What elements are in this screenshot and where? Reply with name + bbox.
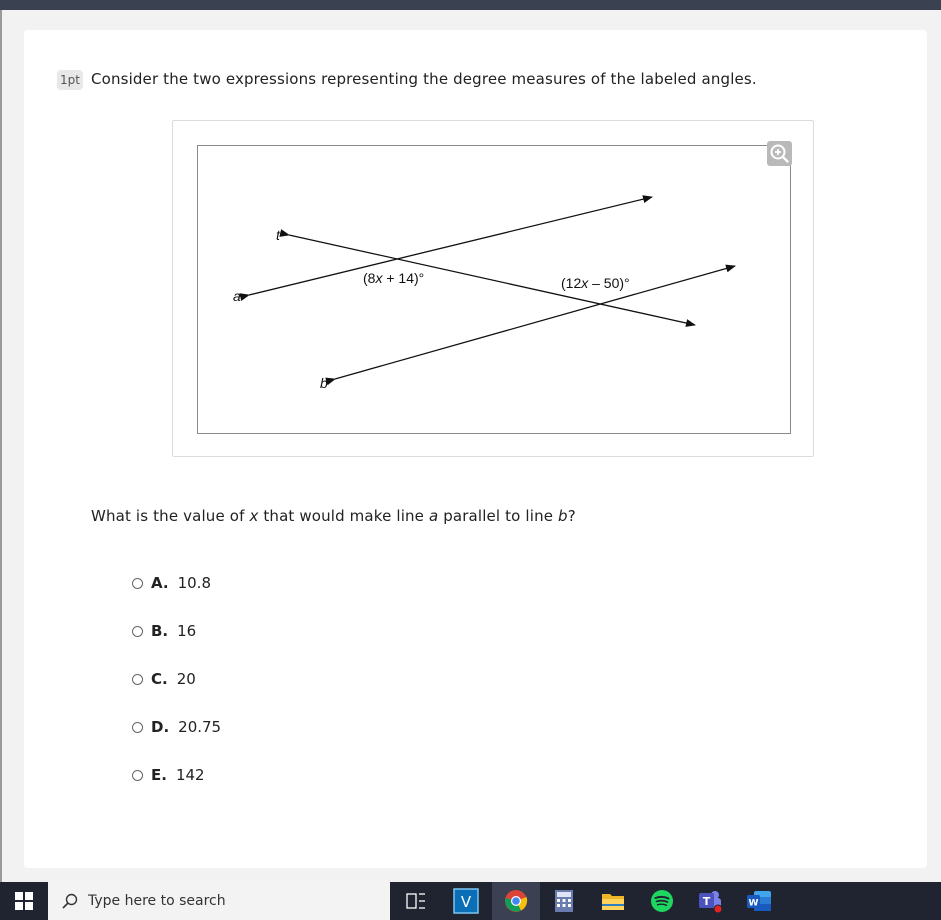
choice-e[interactable] [132,763,205,787]
choice-letter: B. [151,622,169,640]
choice-c[interactable] [132,667,196,691]
chrome-icon[interactable] [492,882,540,920]
question-card [24,30,927,868]
search-placeholder: Type here to search [88,893,226,909]
windows-start-icon[interactable] [0,882,48,920]
choice-b[interactable] [132,619,196,643]
word-icon[interactable] [735,882,783,920]
points-badge: 1pt [57,70,83,90]
radio-button[interactable] [132,578,143,589]
choice-letter: A. [151,574,169,592]
calculator-icon[interactable] [540,882,588,920]
spotify-icon[interactable] [638,882,686,920]
radio-button[interactable] [132,770,143,781]
task-view-icon[interactable] [392,882,440,920]
question-prompt: Consider the two expressions representing the degree measures of the labeled angles. [91,70,757,88]
label-a: a [233,288,241,304]
label-t: t [276,227,280,243]
teams-icon[interactable] [686,882,734,920]
radio-button[interactable] [132,674,143,685]
window-left-edge [0,10,2,882]
choice-letter: E. [151,766,167,784]
choice-value: 10.8 [177,574,211,592]
choice-value: 20 [176,670,196,688]
file-explorer-icon[interactable] [589,882,637,920]
question-text: What is the value of x that would make line a parallel to line b? [91,507,576,525]
figure-border [198,146,791,434]
window-top-bar [0,0,941,10]
svg-text:V: V [460,893,472,911]
choice-value: 142 [175,766,205,784]
choice-value: 16 [177,622,197,640]
search-icon [62,893,78,909]
svg-text:W: W [748,898,759,909]
choice-value: 20.75 [178,718,222,736]
radio-button[interactable] [132,722,143,733]
taskbar-search-box[interactable] [48,882,390,920]
angle-label-1: (8x + 14)° [363,270,425,286]
angle-label-2: (12x – 50)° [561,275,630,291]
choice-letter: D. [151,718,170,736]
figure-container [172,120,814,457]
taskbar [0,882,941,920]
geometry-figure[interactable] [197,145,791,435]
label-b: b [320,375,328,391]
vertical-app-icon[interactable] [442,882,490,920]
zoom-in-icon[interactable] [767,141,792,166]
radio-button[interactable] [132,626,143,637]
choice-a[interactable] [132,571,211,595]
choice-letter: C. [151,670,168,688]
choice-d[interactable] [132,715,221,739]
svg-text:T: T [702,895,711,908]
